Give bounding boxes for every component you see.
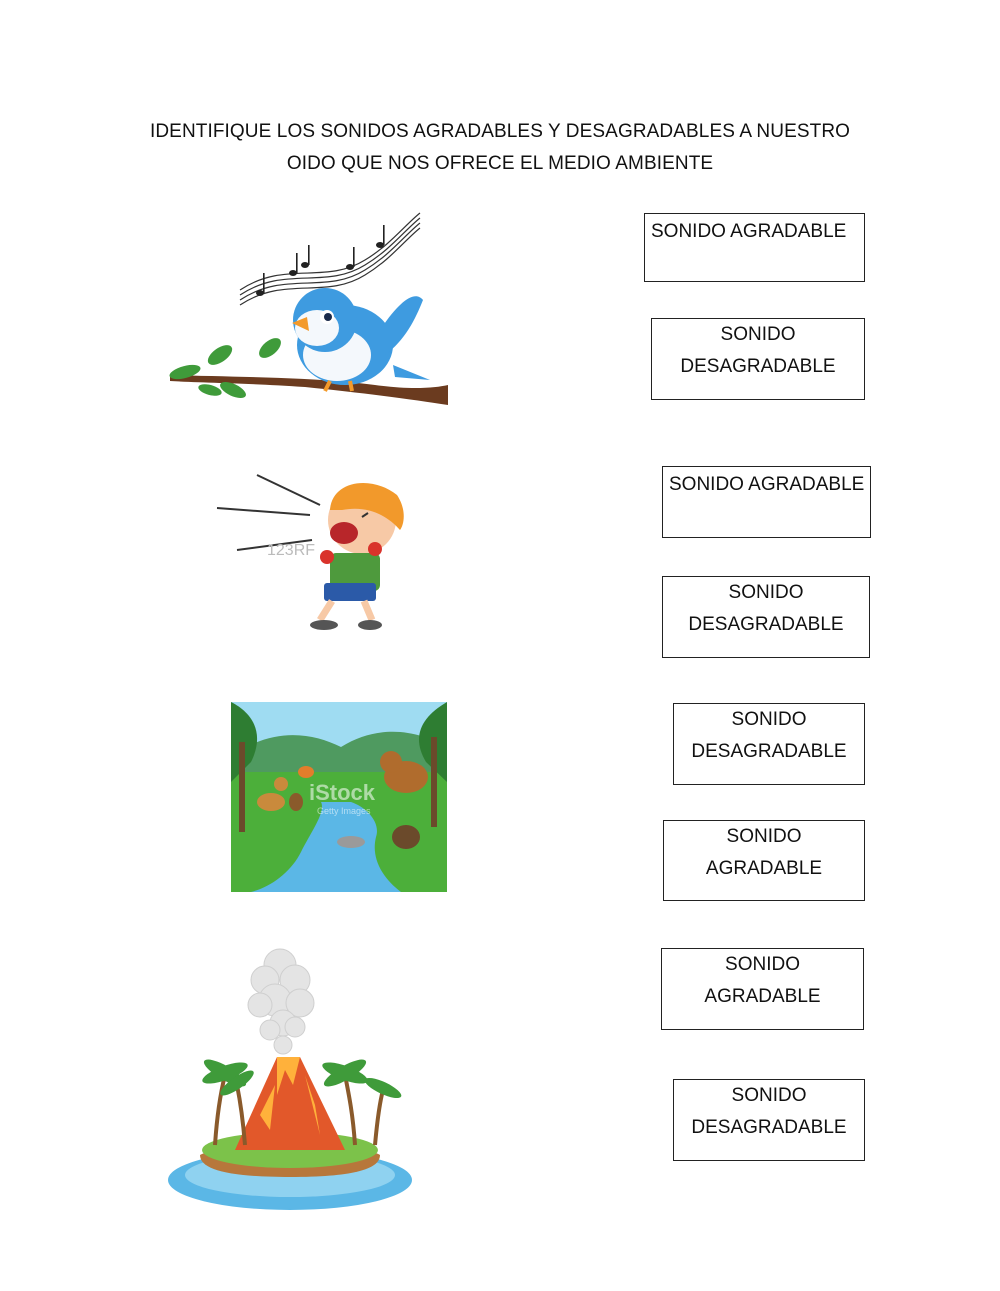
boy-shouting-image [212,465,412,635]
box-6-line-1: SONIDO [726,826,802,847]
answer-box-2[interactable] [651,318,865,400]
answer-box-6[interactable] [663,820,865,901]
box-5-line-2: DESAGRADABLE [691,741,847,762]
box-5-line-1: SONIDO [731,709,807,730]
box-4-line-2: DESAGRADABLE [688,614,844,635]
answer-box-1[interactable] [644,213,865,282]
watermark-istock: iStock [309,780,376,805]
title-line-1: IDENTIFIQUE LOS SONIDOS AGRADABLES Y DESAGRADABLES A NUESTRO [149,121,851,142]
box-4-line-1: SONIDO [728,582,804,603]
box-8-line-1: SONIDO [731,1085,807,1106]
answer-box-5[interactable] [673,703,865,785]
volcano-island-image [165,945,415,1210]
box-2-line-1: SONIDO [720,324,796,345]
box-2-line-2: DESAGRADABLE [680,356,836,377]
answer-box-3[interactable] [662,466,871,538]
worksheet-title [130,116,870,180]
box-1-text: SONIDO AGRADABLE [651,221,847,242]
answer-box-8[interactable] [673,1079,865,1161]
forest-river-animals-image [231,702,447,892]
box-6-line-2: AGRADABLE [705,858,823,879]
bird-singing-image [165,205,450,410]
watermark-getty: Getty Images [317,806,371,816]
title-line-2: OIDO QUE NOS OFRECE EL MEDIO AMBIENTE [286,153,714,174]
answer-box-4[interactable] [662,576,870,658]
box-7-line-1: SONIDO [725,954,800,975]
box-7-line-2: AGRADABLE [704,986,821,1007]
box-3-text: SONIDO AGRADABLE [669,474,865,495]
answer-box-7[interactable] [661,948,864,1030]
box-8-line-2: DESAGRADABLE [691,1117,847,1138]
watermark-123rf: 123RF [267,542,316,559]
